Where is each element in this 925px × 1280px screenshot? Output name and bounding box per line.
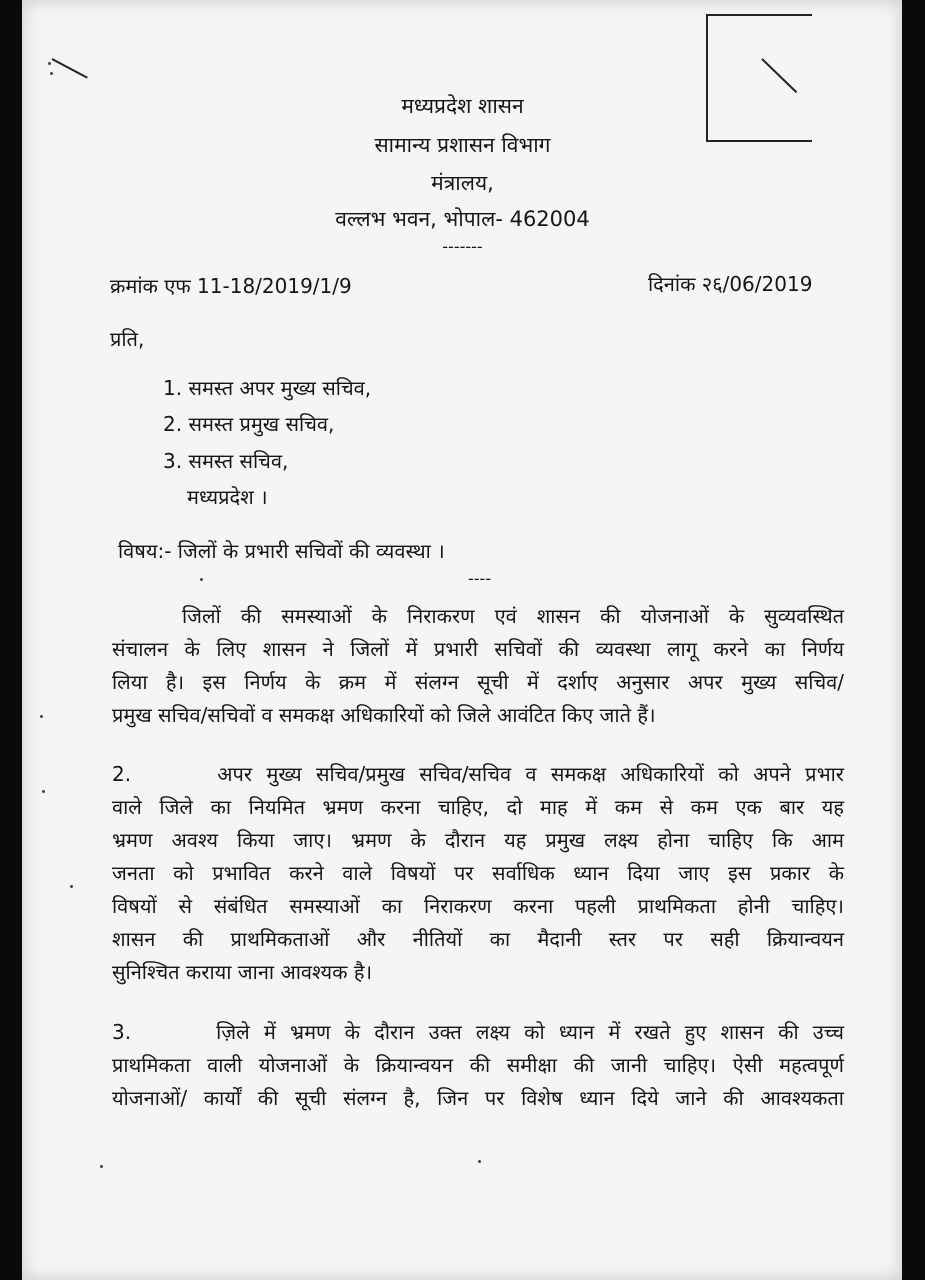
paragraph-line: विषयों से संबंधित समस्याओं का निराकरण करना पहली प्राथमिकता होनी चाहिए। — [112, 894, 844, 918]
paragraph-line: लिया है। इस निर्णय के क्रम में संलग्न सूची में दर्शाए अनुसार अपर मुख्य सचिव/ — [112, 670, 844, 694]
paragraph-line: शासन की प्राथमिकताओं और नीतियों का मैदानी स्तर पर सही क्रियान्वयन — [112, 927, 844, 951]
paragraph-2 — [112, 758, 844, 989]
paper-speck — [478, 1160, 481, 1163]
header-department: सामान्य प्रशासन विभाग — [374, 133, 551, 157]
subject-separator: ---- — [468, 569, 492, 588]
paragraph-line: जनता को प्रभावित करने वाले विषयों पर सर्वाधिक ध्यान दिया जाए इस प्रकार के — [112, 861, 844, 885]
paper-speck — [200, 578, 203, 581]
paragraph-3 — [112, 1016, 844, 1115]
paragraph-line: 3. ज़िले में भ्रमण के दौरान उक्त लक्ष्य को ध्यान में रखते हुए शासन की उच्च — [112, 1020, 844, 1044]
addressee-item: 3. समस्त सचिव, — [163, 449, 289, 473]
paragraph-line: 2. अपर मुख्य सचिव/प्रमुख सचिव/सचिव व समकक्ष अधिकारियों को अपने प्रभार — [112, 762, 844, 786]
paragraph-1 — [112, 600, 844, 732]
paper-speck — [70, 885, 73, 888]
margin-speck — [48, 62, 51, 65]
addressee-item: 2. समस्त प्रमुख सचिव, — [163, 412, 335, 436]
paper-speck — [100, 1165, 103, 1168]
header-address: वल्लभ भवन, भोपाल- 462004 — [335, 207, 590, 231]
paragraph-line: योजनाओं/ कार्यों की सूची संलग्न है, जिन पर विशेष ध्यान दिये जाने की आवश्यकता — [112, 1086, 844, 1110]
paragraph-line: भ्रमण अवश्य किया जाए। भ्रमण के दौरान यह प्रमुख लक्ष्य होना चाहिए कि आम — [112, 828, 844, 852]
subject-line: विषय:- जिलों के प्रभारी सचिवों की व्यवस्था । — [118, 539, 445, 563]
paragraph-line: प्रमुख सचिव/सचिवों व समकक्ष अधिकारियों को जिले आवंटित किए जाते हैं। — [112, 703, 656, 727]
paragraph-line: संचालन के लिए शासन ने जिलों में प्रभारी सचिवों की व्यवस्था लागू करने का निर्णय — [112, 637, 844, 661]
header-separator: ------- — [442, 237, 483, 256]
paragraph-line: जिलों की समस्याओं के निराकरण एवं शासन की योजनाओं के सुव्यवस्थित — [182, 604, 844, 628]
paper-speck — [40, 715, 43, 718]
margin-speck — [50, 72, 53, 75]
paper-speck — [42, 790, 45, 793]
paragraph-line: प्राथमिकता वाली योजनाओं के क्रियान्वयन की समीक्षा की जानी चाहिए। ऐसी महत्वपूर्ण — [112, 1053, 844, 1077]
addressee-item: 1. समस्त अपर मुख्य सचिव, — [163, 376, 372, 400]
reference-number: क्रमांक एफ 11-18/2019/1/9 — [110, 274, 352, 298]
addressee-state: मध्यप्रदेश । — [187, 485, 268, 509]
paragraph-line: सुनिश्चित कराया जाना आवश्यक है। — [112, 960, 373, 984]
paragraph-line: वाले जिले का नियमित भ्रमण करना चाहिए, दो माह में कम से कम एक बार यह — [112, 795, 844, 819]
stamp-box — [706, 14, 812, 142]
addressee-to: प्रति, — [110, 327, 145, 351]
header-ministry: मंत्रालय, — [431, 171, 494, 195]
header-government: मध्यप्रदेश शासन — [401, 94, 524, 118]
letter-date: दिनांक २६/06/2019 — [648, 272, 813, 296]
